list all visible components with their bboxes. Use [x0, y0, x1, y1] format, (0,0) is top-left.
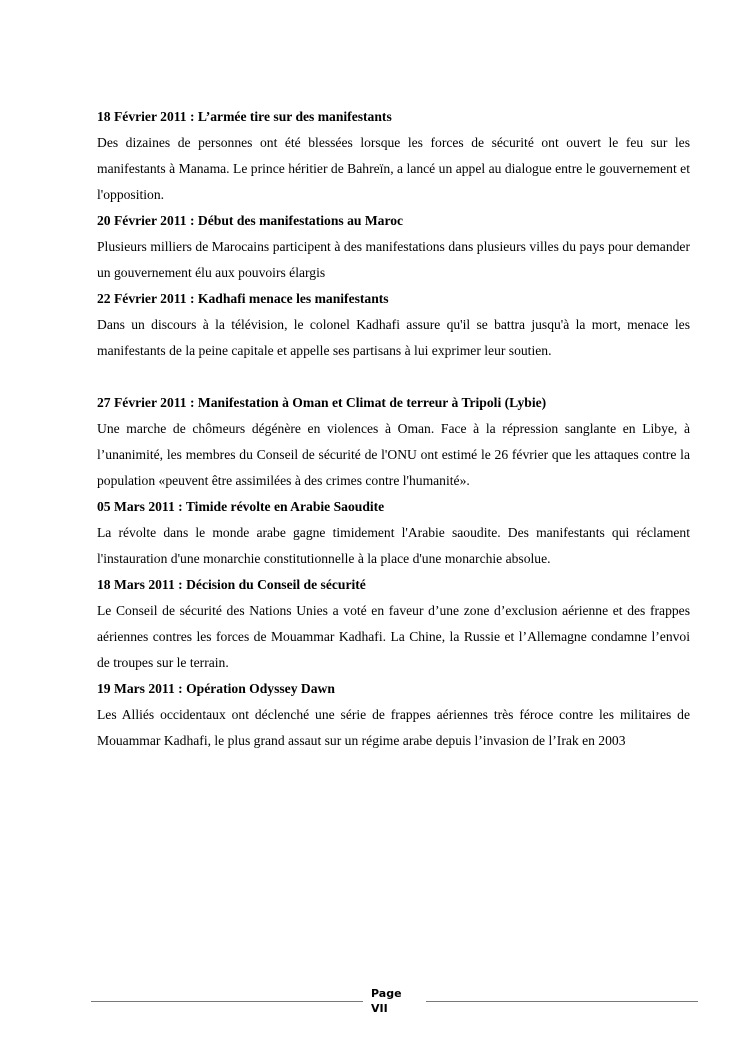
entry-title: 05 Mars 2011 : Timide révolte en Arabie Saoudite — [97, 499, 385, 514]
entry-body: La révolte dans le monde arabe gagne timidement l'Arabie saoudite. Des manifestants qui réclament l'instauration d'une monarchie constitutionnelle à la place d'une monarchie absolue. — [97, 525, 690, 566]
entry-title: 22 Février 2011 : Kadhafi menace les manifestants — [97, 291, 389, 306]
blank-line — [97, 364, 690, 390]
entry-title: 20 Février 2011 : Début des manifestations au Maroc — [97, 213, 404, 228]
page-number: VII — [371, 1002, 388, 1015]
entry-body: Les Alliés occidentaux ont déclenché une série de frappes aériennes très féroce contre les militaires de Mouammar Kadhafi, le plus grand assaut sur un régime arabe depuis l’invasion de l’Irak en 2003 — [97, 707, 690, 748]
entry-title: 18 Mars 2011 : Décision du Conseil de sécurité — [97, 577, 366, 592]
entry-body: Le Conseil de sécurité des Nations Unies a voté en faveur d’une zone d’exclusion aérienne et des frappes aériennes contres les forces de Mouammar Kadhafi. La Chine, la Russie et l’Allemagne condamne l’envoi de troupes sur le terrain. — [97, 603, 690, 670]
entry-body: Dans un discours à la télévision, le colonel Kadhafi assure qu'il se battra jusqu'à la mort, menace les manifestants de la peine capitale et appelle ses partisans à lui exprimer leur soutien. — [97, 317, 690, 358]
entry-body: Plusieurs milliers de Marocains participent à des manifestations dans plusieurs villes du pays pour demander un gouvernement élu aux pouvoirs élargis — [97, 239, 690, 280]
footer-rule-right — [426, 1001, 698, 1002]
page-word: Page — [371, 987, 402, 1000]
entry-title: 18 Février 2011 : L’armée tire sur des manifestants — [97, 109, 392, 124]
entry-body: Une marche de chômeurs dégénère en violences à Oman. Face à la répression sanglante en Libye, à l’unanimité, les membres du Conseil de sécurité de l'ONU ont estimé le 26 février que les attaques contre la population «peuvent être assimilées à des crimes contre l'humanité». — [97, 421, 690, 488]
page-number-label — [371, 986, 402, 1016]
entry-title: 27 Février 2011 : Manifestation à Oman et Climat de terreur à Tripoli (Lybie) — [97, 395, 547, 410]
entry-body: Des dizaines de personnes ont été blessées lorsque les forces de sécurité ont ouvert le feu sur les manifestants à Manama. Le prince héritier de Bahreïn, a lancé un appel au dialogue entre le gouvernement et l'opposition. — [97, 135, 690, 202]
page-footer — [0, 984, 745, 1024]
footer-rule-left — [91, 1001, 363, 1002]
entry-title: 19 Mars 2011 : Opération Odyssey Dawn — [97, 681, 335, 696]
document-body — [97, 104, 690, 754]
